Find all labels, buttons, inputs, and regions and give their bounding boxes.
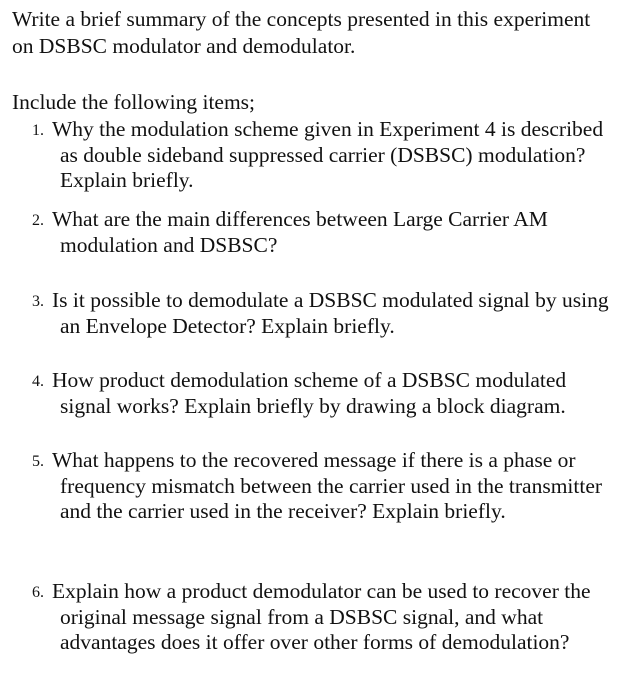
list-item-4 xyxy=(32,368,612,419)
list-item-text: What are the main differences between Large Carrier AM modulation and DSBSC? xyxy=(52,207,548,257)
list-item-text: Why the modulation scheme given in Experiment 4 is described as double sideband suppressed carrier (DSBSC) modulation? Explain briefly. xyxy=(52,117,604,192)
list-item-text: What happens to the recovered message if there is a phase or frequency mismatch between the carrier used in the transmitter and the carrier used in the receiver? Explain briefly. xyxy=(52,448,603,523)
list-item-text: Explain how a product demodulator can be used to recover the original message signal from a DSBSC signal, and what advantages does it offer over other forms of demodulation? xyxy=(52,579,591,654)
list-item-3 xyxy=(32,288,612,339)
list-item-number: 3. xyxy=(32,293,44,310)
include-heading: Include the following items; xyxy=(12,90,256,114)
list-item-text: How product demodulation scheme of a DSBSC modulated signal works? Explain briefly by drawing a block diagram. xyxy=(52,368,567,418)
list-item-number: 6. xyxy=(32,584,44,601)
list-item-number: 1. xyxy=(32,122,44,139)
list-item-1 xyxy=(32,117,612,194)
list-item-2 xyxy=(32,207,612,258)
list-item-number: 5. xyxy=(32,453,44,470)
list-item-5 xyxy=(32,448,612,525)
list-item-6 xyxy=(32,579,612,656)
list-item-text: Is it possible to demodulate a DSBSC modulated signal by using an Envelope Detector? Explain briefly. xyxy=(52,288,609,338)
intro-paragraph: Write a brief summary of the concepts presented in this experiment on DSBSC modulator and demodulator. xyxy=(12,7,591,58)
list-item-number: 2. xyxy=(32,212,44,229)
list-item-number: 4. xyxy=(32,373,44,390)
